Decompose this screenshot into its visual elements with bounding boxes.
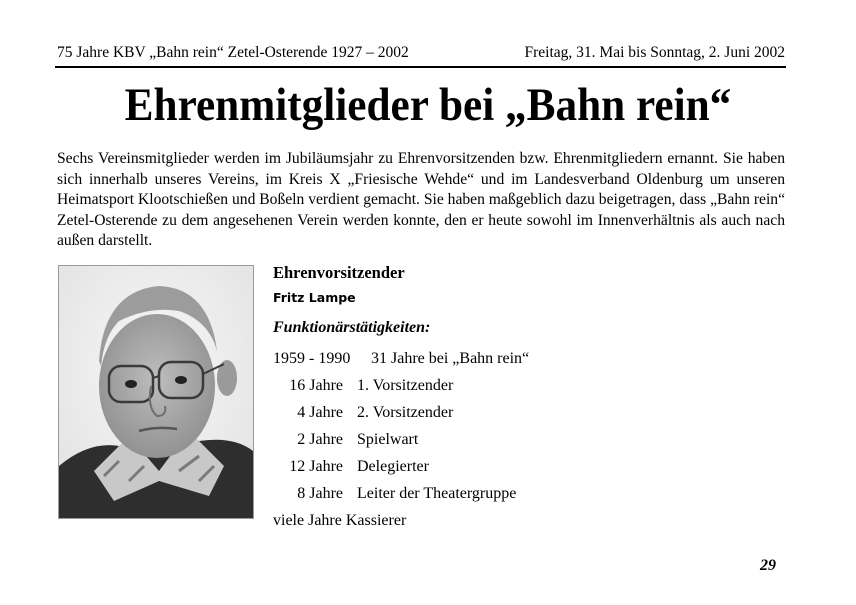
header-rule [55,66,786,68]
function-years: 4 Jahre [297,404,343,421]
function-years: 2 Jahre [297,431,343,448]
function-extra: viele Jahre Kassierer [273,512,407,529]
functions-heading: Funktionärstätigkeiten: [273,319,431,336]
header-dates: Freitag, 31. Mai bis Sonntag, 2. Juni 2002 [524,44,785,61]
function-role: 2. Vorsitzender [357,404,454,421]
member-name: Fritz Lampe [273,290,356,305]
member-role: Ehrenvorsitzender [273,263,405,282]
function-role: Leiter der Theatergruppe [357,485,517,502]
function-role: Spielwart [357,431,419,448]
running-header [57,44,785,66]
function-years: 8 Jahre [297,485,343,502]
function-role: Delegierter [357,458,429,475]
header-publication: 75 Jahre KBV „Bahn rein“ Zetel-Osterende 1927 – 2002 [57,44,409,61]
portrait-image [59,266,253,518]
portrait-photo [58,265,254,519]
function-role: 1. Vorsitzender [357,377,454,394]
tenure-period: 1959 - 1990 [273,350,351,367]
page-number: 29 [760,557,776,574]
tenure-text: 31 Jahre bei „Bahn rein“ [371,350,530,367]
page-title: Ehrenmitglieder bei „Bahn rein“ [124,79,732,131]
function-years: 16 Jahre [289,377,343,394]
function-years: 12 Jahre [289,458,343,475]
intro-paragraph: Sechs Vereinsmitglieder werden im Jubiläumsjahr zu Ehrenvorsitzenden bzw. Ehrenmitgliedern ernannt. Sie haben sich innerhalb unseres Vereins, im Kreis X „Friesische Wehde“ und im Landesverband Oldenburg um unseren Heimatsport Klootschießen und Boßeln verdient gemacht. Sie haben maßgeblich dazu beigetragen, dass „Bahn rein“ Zetel-Osterende zu dem angesehenen Verein werden konnte, den er heute sowohl im Innenverhältnis als auch nach außen darstellt. [57,150,785,250]
